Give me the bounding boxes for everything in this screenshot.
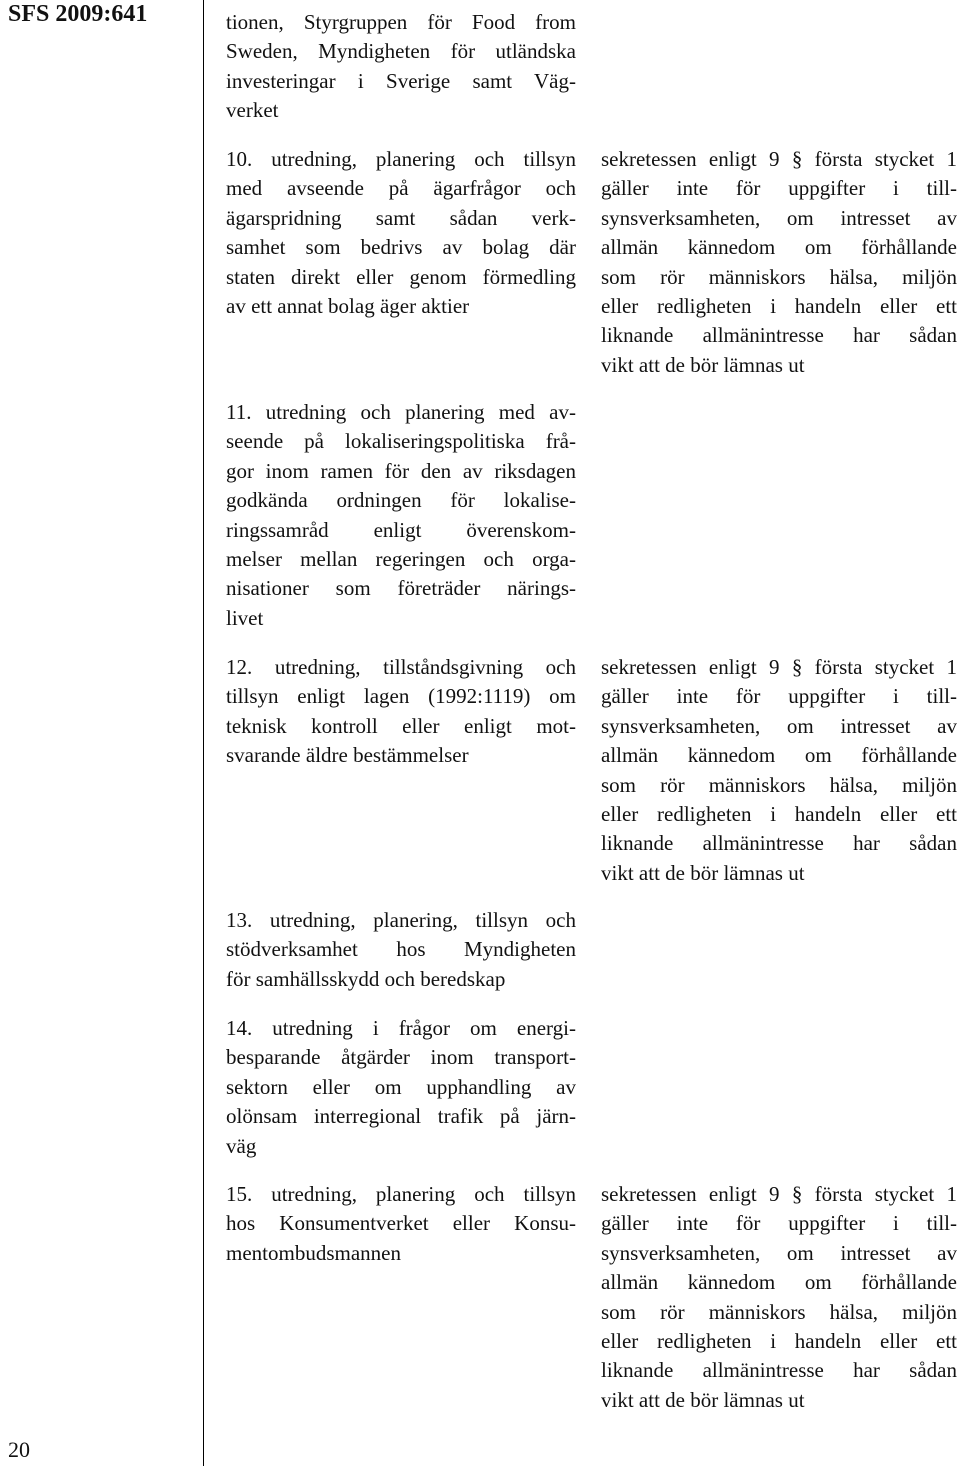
text-line: som rör människors hälsa, miljön xyxy=(601,264,957,289)
text-line: 14. utredning i frågor om energi- xyxy=(226,1016,576,1040)
text-line: besparande åtgärder inom transport- xyxy=(226,1045,576,1070)
text-line: eller redligheten i handeln eller ett xyxy=(601,802,957,827)
text-line: ägarspridning samt sådan verk- xyxy=(226,205,576,230)
text-line: eller redligheten i handeln eller ett xyxy=(601,294,957,319)
text-line: ringssamråd enligt överenskom- xyxy=(226,517,576,542)
text-line: staten direkt eller genom förmedling xyxy=(226,264,576,289)
secrecy-condition-1 xyxy=(601,145,957,380)
text-line: som rör människors hälsa, miljön xyxy=(601,772,957,797)
paragraph-continued xyxy=(226,8,576,126)
text-line: vikt att de bör lämnas ut xyxy=(601,352,805,377)
margin-column xyxy=(0,0,204,1466)
text-line: gäller inte för uppgifter i till- xyxy=(601,684,957,709)
text-line: livet xyxy=(226,605,264,630)
text-line: verket xyxy=(226,98,279,123)
text-line: sekretessen enligt 9 § första stycket 1 xyxy=(601,1182,957,1206)
text-line: hos Konsumentverket eller Konsu- xyxy=(226,1211,576,1236)
text-line: allmän kännedom om förhållande xyxy=(601,743,957,768)
page-number: 20 xyxy=(8,1437,30,1462)
text-line: 10. utredning, planering och tillsyn xyxy=(226,147,576,171)
text-line: 12. utredning, tillståndsgivning och xyxy=(226,655,576,679)
text-line: 13. utredning, planering, tillsyn och xyxy=(226,908,576,932)
paragraph-item-12 xyxy=(226,653,576,771)
text-line: synsverksamheten, om intresset av xyxy=(601,1240,957,1265)
text-line: liknande allmänintresse har sådan xyxy=(601,831,957,856)
text-line: godkända ordningen för lokalise- xyxy=(226,488,576,513)
text-line: gor inom ramen för den av riksdagen xyxy=(226,458,576,483)
text-line: nisationer som företräder närings- xyxy=(226,576,576,601)
text-line: tillsyn enligt lagen (1992:1119) om xyxy=(226,684,576,709)
text-line: vikt att de bör lämnas ut xyxy=(601,1387,805,1412)
text-line: vikt att de bör lämnas ut xyxy=(601,860,805,885)
text-line: investeringar i Sverige samt Väg- xyxy=(226,68,576,93)
text-line: gäller inte för uppgifter i till- xyxy=(601,176,957,201)
paragraph-item-10 xyxy=(226,145,576,321)
text-line: stödverksamhet hos Myndigheten xyxy=(226,937,576,962)
secrecy-condition-3 xyxy=(601,1180,957,1415)
text-line: allmän kännedom om förhållande xyxy=(601,235,957,260)
paragraph-item-11 xyxy=(226,398,576,633)
text-line: sektorn eller om upphandling av xyxy=(226,1074,576,1099)
text-line: seende på lokaliseringspolitiska frå- xyxy=(226,429,576,454)
document-reference: SFS 2009:641 xyxy=(8,1,148,27)
text-line: olönsam interregional trafik på järn- xyxy=(226,1104,576,1129)
paragraph-item-15 xyxy=(226,1180,576,1268)
text-line: 11. utredning och planering med av- xyxy=(226,400,576,424)
text-line: med avseende på ägarfrågor och xyxy=(226,176,576,201)
text-line: sekretessen enligt 9 § första stycket 1 xyxy=(601,655,957,679)
text-line: samhet som bedrivs av bolag där xyxy=(226,235,576,260)
text-line: liknande allmänintresse har sådan xyxy=(601,1358,957,1383)
text-line: väg xyxy=(226,1133,257,1158)
text-line: teknisk kontroll eller enligt mot- xyxy=(226,713,576,738)
text-line: synsverksamheten, om intresset av xyxy=(601,713,957,738)
text-line: liknande allmänintresse har sådan xyxy=(601,323,957,348)
secrecy-condition-2 xyxy=(601,653,957,888)
text-line: tionen, Styrgruppen för Food from xyxy=(226,10,576,34)
paragraph-item-13 xyxy=(226,906,576,994)
text-line: av ett annat bolag äger aktier xyxy=(226,294,470,319)
text-line: eller redligheten i handeln eller ett xyxy=(601,1329,957,1354)
text-line: för samhällsskydd och beredskap xyxy=(226,966,506,991)
text-line: Sweden, Myndigheten för utländska xyxy=(226,39,576,64)
text-line: synsverksamheten, om intresset av xyxy=(601,205,957,230)
text-line: sekretessen enligt 9 § första stycket 1 xyxy=(601,147,957,171)
text-line: som rör människors hälsa, miljön xyxy=(601,1299,957,1324)
text-line: melser mellan regeringen och orga- xyxy=(226,547,576,572)
text-line: gäller inte för uppgifter i till- xyxy=(601,1211,957,1236)
text-line: 15. utredning, planering och tillsyn xyxy=(226,1182,576,1206)
text-line: mentombudsmannen xyxy=(226,1240,401,1265)
paragraph-item-14 xyxy=(226,1014,576,1161)
text-line: svarande äldre bestämmelser xyxy=(226,743,469,768)
text-line: allmän kännedom om förhållande xyxy=(601,1270,957,1295)
